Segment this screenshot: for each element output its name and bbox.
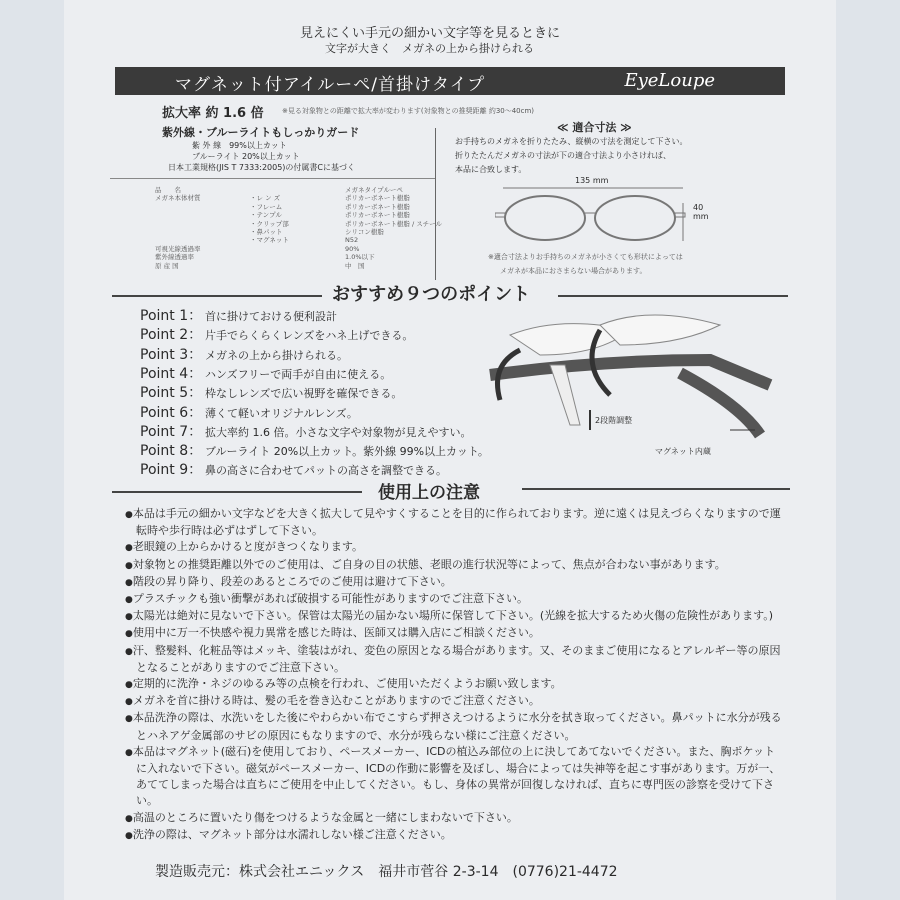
point-item: [140, 440, 489, 460]
spec-value: ポリカーボネート樹脂: [345, 211, 410, 220]
glasses-diagram: [495, 183, 695, 243]
fit-text3: 本品に合致します。: [455, 165, 527, 174]
guard-jis: 日本工業規格(JIS T 7333:2005)の付属書Cに基づく: [168, 163, 356, 172]
spec-key: [155, 203, 250, 211]
spec-row: [155, 253, 442, 261]
point-number: Point 2：: [140, 327, 203, 344]
point-number: Point 5：: [140, 385, 203, 402]
divider: [110, 178, 435, 179]
point-item: [140, 421, 472, 441]
divider: [522, 488, 790, 490]
spec-sub: [250, 186, 345, 194]
point-item: [140, 344, 348, 364]
spec-sub: [250, 262, 345, 270]
guard-uv: 紫 外 線 99%以上カット: [192, 141, 287, 150]
spec-key: [155, 236, 250, 244]
spec-row: [155, 236, 442, 244]
point-item: [140, 324, 413, 344]
spec-sub: [250, 253, 345, 261]
spec-key: 可視光線透過率: [155, 244, 201, 253]
point-number: Point 1：: [140, 308, 203, 324]
spec-value: 90%: [345, 244, 360, 253]
fit-height-unit: mm: [693, 212, 709, 221]
eyeloupe-logo: EyeLoupe: [624, 70, 715, 91]
point-text: 片手でらくらくレンズをハネ上げできる。: [205, 329, 414, 343]
spec-row: [155, 220, 442, 228]
divider: [112, 295, 322, 297]
point-text: 拡大率約 1.6 倍。小さな文字や対象物が見えやすい。: [205, 425, 472, 439]
spec-table: [155, 186, 442, 270]
spec-key: 品 名: [155, 186, 181, 194]
caution-item: ● 本品はマグネット(磁石)を使用しており、ペースメーカー、ICDの植込み部位の上に決してあてないでください。また、胸ポケットに入れないで下さい。磁気がペースメーカー、ICDの作動に影響を及ぼし、場合によっては失神等を起こす事があります。万が一、あててしまった場合は直ちにご使用を中止してください。もし、身体の異常が回復しなければ、直ちに専門医の診察を受けて下さい。: [125, 744, 785, 810]
divider: [558, 295, 788, 297]
spec-value: ポリカーボネート樹脂: [345, 202, 410, 211]
point-text: ブルーライト 20%以上カット。紫外線 99%以上カット。: [205, 445, 489, 459]
spec-key: [155, 220, 250, 228]
manufacturer-footer: 製造販売元：株式会社エニックス 福井市菅谷 2-3-14 (0776)21-4472: [155, 864, 618, 880]
spec-value: 中 国: [345, 261, 365, 270]
spec-value: ポリカーボネート樹脂 / スチール: [345, 219, 442, 228]
caution-item: ● 使用中に万一不快感や視力異常を感じた時は、医師又は購入店にご相談ください。: [125, 625, 785, 642]
spec-row: [155, 194, 442, 202]
spec-row: [155, 228, 442, 236]
spec-sub: [250, 245, 345, 253]
cautions-list: [125, 506, 785, 844]
fit-note2: メガネが本品におさまらない場合があります。: [500, 267, 647, 275]
product-title: マグネット付アイルーペ/首掛けタイプ: [175, 75, 486, 95]
point-number: Point 6：: [140, 404, 203, 421]
fit-text1: お手持ちのメガネを折りたたみ、縦横の寸法を測定して下さい。: [455, 137, 688, 146]
spec-key: 原 産 国: [155, 261, 179, 270]
magnification-note: ※見る対象物との距離で拡大率が変わります(対象物との推奨距離 約30～40cm): [282, 107, 535, 115]
spec-value: 1.0%以下: [345, 253, 375, 262]
spec-sub: ・鼻パット: [250, 228, 283, 237]
points-title: おすすめ９つのポイント: [332, 284, 531, 305]
spec-key: [155, 211, 250, 219]
caution-item: ● 階段の昇り降り、段差のあるところでのご使用は避けて下さい。: [125, 574, 785, 591]
spec-key: メガネ本体材質: [155, 194, 201, 203]
point-text: 首に掛けておける便利設計: [205, 310, 337, 323]
spec-row: [155, 211, 442, 219]
point-item: [140, 382, 402, 402]
guard-title: 紫外線・ブルーライトもしっかりガード: [162, 126, 360, 139]
point-number: Point 7：: [140, 423, 203, 440]
caution-item: ● 老眼鏡の上からかけると度がきつくなります。: [125, 539, 785, 556]
caution-item: ● 本品洗浄の際は、水洗いをした後にやわらかい布でこすらず押さえつけるように水分を拭き取ってください。鼻パットに水分が残るとハネアゲ金属部のサビの原因にもなりますので、水分が残らない様にご注意ください。: [125, 710, 785, 743]
spec-value: メガネタイプルーペ: [345, 186, 403, 194]
guard-blue: ブルーライト 20%以上カット: [192, 152, 300, 161]
spec-value: シリコン樹脂: [345, 228, 384, 237]
point-text: 薄くて軽いオリジナルレンズ。: [205, 406, 358, 420]
header-line1: 見えにくい手元の細かい文字等を見るときに: [300, 26, 561, 41]
cautions-title: 使用上の注意: [378, 483, 480, 503]
fit-note1: ※適合寸法よりお手持ちのメガネが小さくても形状によっては: [488, 253, 683, 261]
fit-title: ≪ 適合寸法 ≫: [557, 121, 632, 134]
spec-row: [155, 203, 442, 211]
spec-sub: ・テンプル: [250, 211, 282, 220]
title-bar: [115, 67, 785, 95]
spec-row: [155, 262, 442, 270]
point-text: ハンズフリーで両手が自由に使える。: [205, 367, 392, 381]
point-number: Point 4：: [140, 365, 203, 382]
point-number: Point 3：: [140, 346, 203, 363]
caution-item: ● プラスチックも強い衝撃があれば破損する可能性がありますのでご注意下さい。: [125, 591, 785, 608]
spec-row: [155, 245, 442, 253]
caution-item: ● 太陽光は絶対に見ないで下さい。保管は太陽光の届かない場所に保管して下さい。(光線を拡大するため火傷の危険性があります。): [125, 608, 785, 625]
caution-item: ● 洗浄の際は、マグネット部分は水濡れしない様ご注意ください。: [125, 827, 785, 844]
fit-height: 40: [693, 203, 704, 212]
point-text: メガネの上から掛けられる。: [205, 348, 348, 362]
eyeloupe-illustration: [480, 305, 790, 455]
point-number: Point 9：: [140, 462, 203, 479]
caution-item: ● 高温のところに置いたり傷をつけるような金属と一緒にしまわないで下さい。: [125, 810, 785, 827]
point-text: 枠なしレンズで広い視野を確保できる。: [205, 387, 403, 401]
magnet-label: マグネット内蔵: [655, 447, 711, 456]
point-text: 鼻の高さに合わせてパットの高さを調整できる。: [205, 464, 447, 478]
point-item: [140, 305, 337, 325]
caution-item: ● 本品は手元の細かい文字などを大きく拡大して見やすくすることを目的に作られております。逆に遠くは見えづらくなりますので運転時や歩行時は必ずはずして下さい。: [125, 506, 785, 539]
point-item: [140, 402, 358, 422]
fit-width: 135 mm: [575, 176, 609, 185]
spec-sub: ・クリップ部: [250, 219, 289, 228]
spec-key: 紫外線透過率: [155, 253, 194, 262]
caution-item: ● 対象物との推奨距離以外でのご使用は、ご自身の目の状態、老眼の進行状況等によって、焦点が合わない事があります。: [125, 557, 785, 574]
spec-value: ポリカーボネート樹脂: [345, 194, 410, 203]
spec-key: [155, 228, 250, 236]
caution-item: ● 定期的に洗浄・ネジのゆるみ等の点検を行われ、ご使用いただくようお願い致します。: [125, 676, 785, 693]
spec-value: N52: [345, 236, 359, 245]
spec-sub: ・マグネット: [250, 236, 289, 245]
adjust-label: 2段階調整: [595, 416, 633, 425]
point-item: [140, 459, 447, 479]
spec-sub: ・フレーム: [250, 202, 283, 211]
spec-sub: ・レ ン ズ: [250, 194, 281, 203]
caution-item: ● 汗、整髪料、化粧品等はメッキ、塗装はがれ、変色の原因となる場合があります。又、そのままご使用になるとアレルギー等の原因となることがありますのでご注意下さい。: [125, 643, 785, 676]
fit-text2: 折りたたんだメガネの寸法が下の適合寸法より小さければ、: [455, 151, 671, 160]
caution-item: ● メガネを首に掛ける時は、髪の毛を巻き込むことがありますのでご注意ください。: [125, 693, 785, 710]
point-item: [140, 363, 391, 383]
header-line2: 文字が大きく メガネの上から掛けられる: [325, 42, 534, 55]
point-number: Point 8：: [140, 443, 203, 460]
divider: [112, 491, 362, 493]
magnification-label: 拡大率 約 1.6 倍: [162, 106, 264, 121]
